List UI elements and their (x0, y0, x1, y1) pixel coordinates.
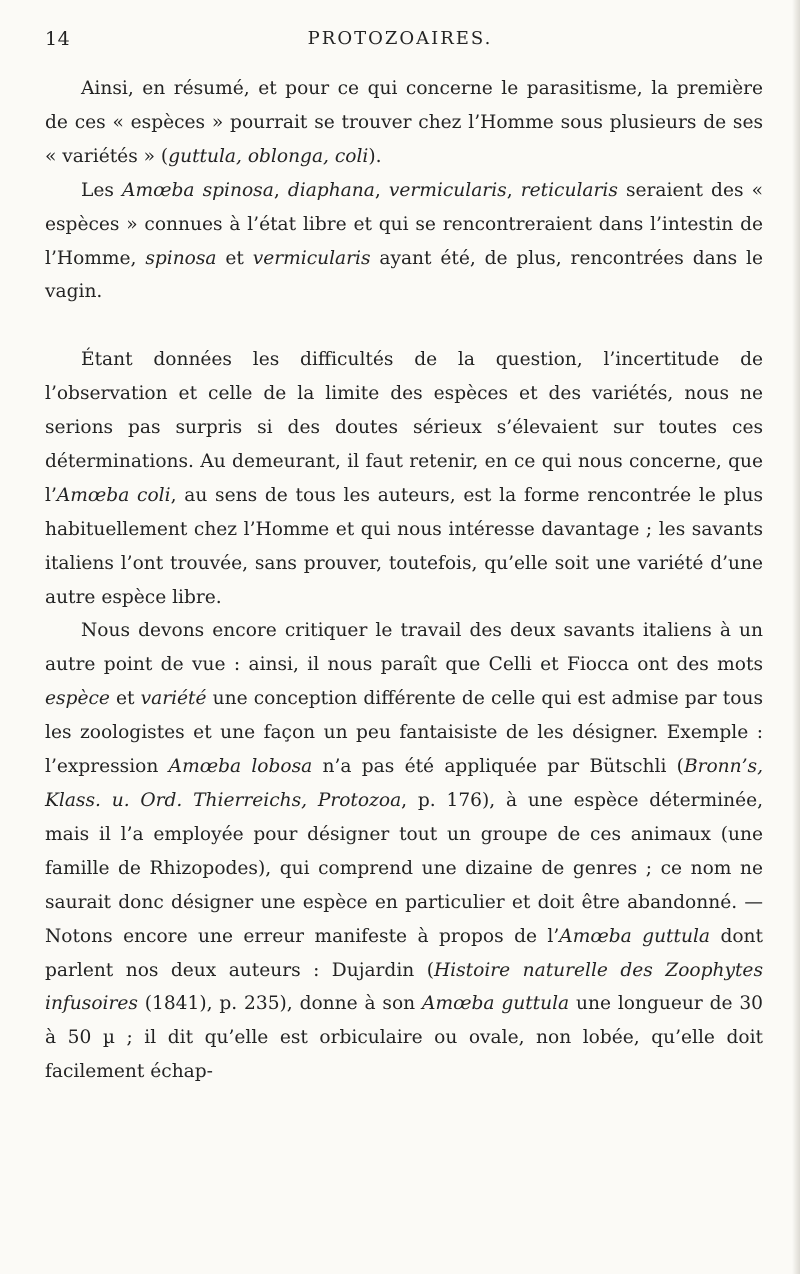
italic-text-run: Amœba spinosa (122, 179, 274, 201)
italic-text-run: reticularis (520, 179, 618, 201)
paragraph-uncertainty (45, 343, 763, 614)
italic-text-run: variété (140, 688, 207, 710)
text-run: ayant été, de plus, rencontrées dans le vagin. (45, 247, 764, 303)
text-run: dont parlent nos deux auteurs : Dujardin ( (45, 925, 764, 981)
text-run: Ainsi, en résumé, et pour ce qui concerne le parasitisme, la première de ces « espèces » pourrait se trouver chez l’Homme sous plusieurs de ses « variétés » ( (45, 78, 763, 167)
text-run: (1841), p. 235), donne à son (137, 993, 423, 1015)
text-run: Nous devons encore critiquer le travail des deux savants italiens à un autre point de vue : ainsi, il nous paraît que Celli et Fiocca ont des mots (45, 620, 763, 676)
text-run: seraient des « espèces » connues à l’état libre et qui se rencontreraient dans l’intestin de l’Homme, (45, 179, 764, 269)
paragraph-summary (45, 72, 763, 174)
italic-text-run: vermicularis (252, 247, 371, 269)
italic-text-run: Amœba guttula (559, 925, 711, 947)
italic-text-run: spinosa (145, 247, 217, 269)
page-header (45, 28, 755, 56)
text-run: n’a pas été appliquée par Bütschli ( (312, 756, 684, 778)
text-run: Les (81, 179, 123, 201)
body-text (45, 72, 763, 1089)
italic-text-run: vermicularis (388, 179, 507, 201)
text-run: , (506, 179, 521, 201)
text-run: ). (368, 145, 382, 167)
page-edge-shadow (792, 0, 800, 1274)
running-title: PROTOZOAIRES. (307, 28, 493, 49)
italic-text-run: Histoire naturelle des Zoophytes infusoires (45, 959, 763, 1015)
text-run: et (216, 247, 253, 269)
text-run: , p. 176), à une espèce déterminée, mais il l’a employée pour désigner tout un groupe de ces animaux (une famille de Rhizopodes), qui comprend une dizaine de genres ; ce nom ne saurait donc désigner une espèce en particulier et doit être abandonné. — Notons encore une erreur manifeste à propos de l’ (45, 790, 763, 947)
text-run: une longueur de 30 à 50 µ ; il dit qu’elle est orbiculaire ou ovale, non lobée, qu’elle doit facilement échap- (45, 993, 763, 1083)
italic-text-run: Amœba guttula (422, 993, 570, 1015)
italic-text-run: Amœba lobosa (168, 756, 313, 778)
italic-text-run: Bronn’s, Klass. u. Ord. Thierreichs, Protozoa (45, 756, 763, 812)
italic-text-run: guttula, oblonga, coli (168, 145, 369, 167)
page-number: 14 (45, 28, 71, 50)
paragraph-amoeba-species (45, 174, 763, 310)
italic-text-run: Amœba coli (56, 484, 171, 506)
text-run: , (374, 179, 389, 201)
text-run: une conception différente de celle qui est admise par tous les zoologistes et une façon un peu fantaisiste de les désigner. Exemple : l’expression (45, 688, 763, 778)
text-run: et (109, 688, 141, 710)
italic-text-run: espèce (45, 688, 110, 710)
italic-text-run: diaphana (287, 179, 375, 201)
text-run: , (273, 179, 288, 201)
text-run: Étant données les difficultés de la question, l’incertitude de l’observation et celle de la limite des espèces et des variétés, nous ne serions pas surpris si des doutes sérieux s’élevaient sur toutes ces déterminations. Au demeurant, il faut retenir, en ce qui nous concerne, que l’ (45, 349, 763, 506)
text-run: , au sens de tous les auteurs, est la forme rencontrée le plus habituellement chez l’Homme et qui nous intéresse davantage ; les savants italiens l’ont trouvée, sans prouver, toutefois, qu’elle soit une variété d’une autre espèce libre. (45, 484, 763, 608)
paragraph-critique (45, 614, 763, 1089)
